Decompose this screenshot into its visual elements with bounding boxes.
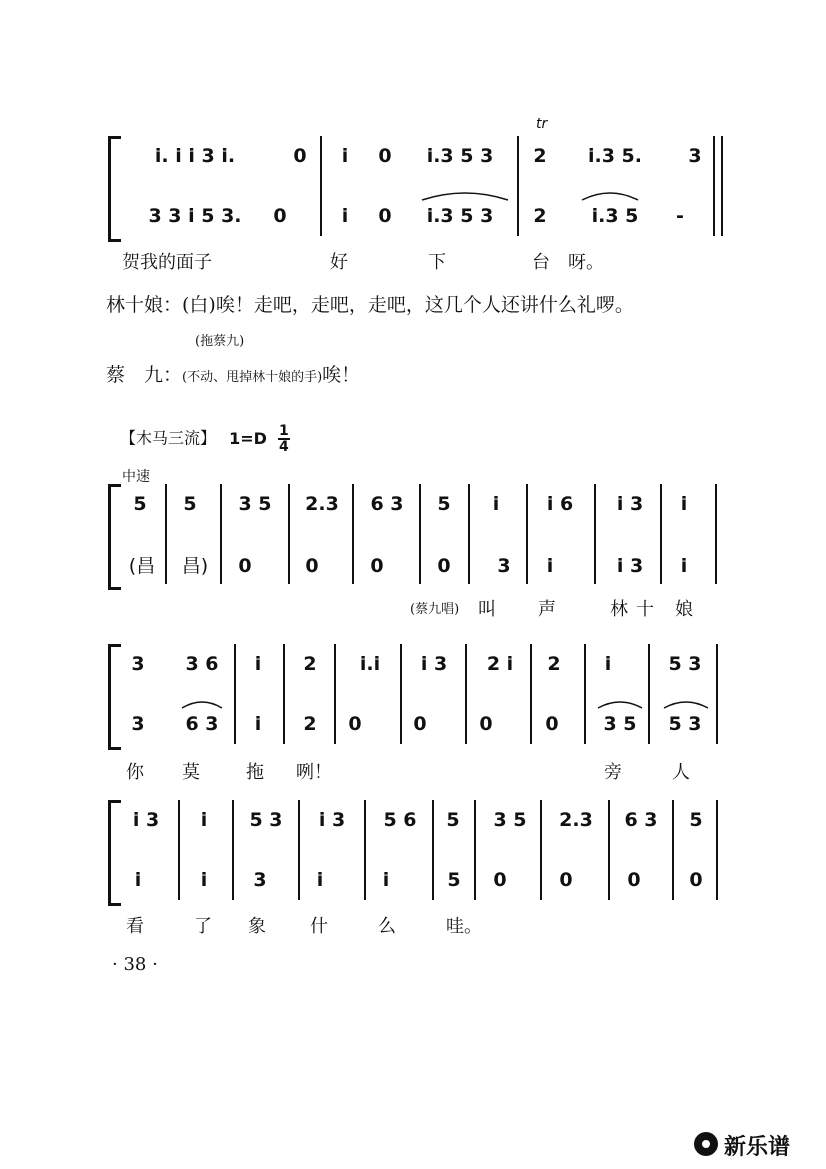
barline xyxy=(672,800,674,900)
measure-2a: i xyxy=(341,145,349,167)
measure: 0 xyxy=(437,555,451,577)
lower-staff xyxy=(0,704,826,744)
spoken-line: 唉！ xyxy=(322,364,361,386)
measure: 2 xyxy=(547,653,561,675)
measure-1a: 3 3 i 5 3. xyxy=(148,205,242,227)
measure: 5 3 xyxy=(668,713,702,735)
measure: i xyxy=(382,869,390,891)
measure: 6 3 xyxy=(185,713,219,735)
measure-2a: i xyxy=(341,205,349,227)
page-number: · 38 · xyxy=(112,954,158,975)
barline xyxy=(648,644,650,744)
lyric: 么 xyxy=(378,916,396,937)
lyric: 下 xyxy=(428,252,446,273)
measure: 5 3 xyxy=(249,809,283,831)
measure: i 6 xyxy=(546,493,574,515)
barline xyxy=(608,800,610,900)
measure: 0 xyxy=(413,713,427,735)
barline xyxy=(474,800,476,900)
lower-staff xyxy=(0,860,826,900)
measure: 3 xyxy=(131,713,145,735)
measure: 0 xyxy=(493,869,507,891)
barline xyxy=(526,484,528,584)
upper-staff xyxy=(0,136,826,176)
time-denominator: 4 xyxy=(279,439,289,455)
slur xyxy=(596,696,644,710)
measure: i 3 xyxy=(616,555,644,577)
measure: 0 xyxy=(348,713,362,735)
measure: i xyxy=(492,493,500,515)
measure-2b: 0 xyxy=(378,145,392,167)
measure: (昌 xyxy=(128,555,156,577)
speaker-name: 林十娘： xyxy=(106,294,183,316)
measure: 3 xyxy=(253,869,267,891)
measure: i xyxy=(316,869,324,891)
measure: i.i xyxy=(359,653,381,675)
lyric: 人 xyxy=(672,762,690,783)
slur xyxy=(662,696,710,710)
measure: 0 xyxy=(627,869,641,891)
measure: 3 xyxy=(131,653,145,675)
trill-mark: tr xyxy=(536,116,548,132)
lyric: 声 xyxy=(538,599,556,620)
barline xyxy=(334,644,336,744)
measure: i xyxy=(200,809,208,831)
speaker-name: 蔡 九： xyxy=(106,364,183,386)
measure-1b: 0 xyxy=(273,205,287,227)
measure-3a: 2 xyxy=(533,145,547,167)
barline xyxy=(594,484,596,584)
measure: 2.3 xyxy=(559,809,593,831)
stage-aside: (不动、甩掉林十娘的手) xyxy=(182,370,323,385)
barline xyxy=(419,484,421,584)
lyric: 看 xyxy=(126,916,144,937)
measure: i xyxy=(200,869,208,891)
barline xyxy=(400,644,402,744)
measure: 5 3 xyxy=(668,653,702,675)
lyric: 什 xyxy=(310,916,328,937)
barline xyxy=(517,136,519,236)
logo-text: 新乐谱 xyxy=(724,1135,791,1160)
measure: 6 3 xyxy=(370,493,404,515)
measure: 2 xyxy=(303,653,317,675)
barline xyxy=(465,644,467,744)
measure: 5 xyxy=(447,869,461,891)
barline xyxy=(660,484,662,584)
measure: 5 xyxy=(437,493,451,515)
barline xyxy=(364,800,366,900)
lyric: 台 xyxy=(532,252,550,273)
slur xyxy=(420,186,510,202)
measure-3b: i.3 5 xyxy=(591,205,639,227)
measure: 3 5 xyxy=(603,713,637,735)
barline xyxy=(320,136,322,236)
measure: 2 xyxy=(303,713,317,735)
measure: 昌) xyxy=(181,555,209,577)
measure: 5 6 xyxy=(383,809,417,831)
measure-2b: 0 xyxy=(378,205,392,227)
lyric: 莫 xyxy=(182,762,200,783)
stage-direction: (拖蔡九) xyxy=(195,334,245,349)
barline xyxy=(220,484,222,584)
lyric: 你 xyxy=(126,762,144,783)
measure: 0 xyxy=(305,555,319,577)
measure: i xyxy=(680,555,688,577)
measure: i 3 xyxy=(132,809,160,831)
lyric: 好 xyxy=(330,252,348,273)
lyric: 叫 xyxy=(478,599,496,620)
barline xyxy=(234,644,236,744)
tune-name: 【木马三流】 xyxy=(120,428,217,448)
measure: i xyxy=(254,653,262,675)
singer-label: (蔡九唱) xyxy=(410,602,460,617)
lower-staff xyxy=(0,546,826,586)
slur xyxy=(580,186,640,202)
barline xyxy=(232,800,234,900)
lyric: 拖 xyxy=(246,762,264,783)
upper-staff xyxy=(0,484,826,524)
barline xyxy=(283,644,285,744)
lyric: 娘 xyxy=(675,599,693,620)
barline xyxy=(432,800,434,900)
barline xyxy=(584,644,586,744)
measure-3a: 2 xyxy=(533,205,547,227)
barline xyxy=(716,800,718,900)
measure: 5 xyxy=(133,493,147,515)
measure: i xyxy=(134,869,142,891)
record-icon xyxy=(694,1132,718,1156)
lyric: 林十 xyxy=(610,599,662,620)
barline xyxy=(540,800,542,900)
tempo-marking: 中速 xyxy=(122,469,150,485)
measure: 3 5 xyxy=(238,493,272,515)
barline xyxy=(298,800,300,900)
barline xyxy=(716,644,718,744)
measure: 3 5 xyxy=(493,809,527,831)
measure: 0 xyxy=(479,713,493,735)
lyric: 象 xyxy=(248,916,266,937)
slur xyxy=(180,696,224,710)
end-barline xyxy=(713,136,723,236)
measure-2c: i.3 5 3 xyxy=(426,205,494,227)
measure: 5 xyxy=(689,809,703,831)
measure: 6 3 xyxy=(624,809,658,831)
dialogue-cai xyxy=(106,360,360,387)
measure: 0 xyxy=(370,555,384,577)
measure: i xyxy=(604,653,612,675)
measure-1b: 0 xyxy=(293,145,307,167)
barline xyxy=(165,484,167,584)
barline xyxy=(715,484,717,584)
measure-3b: i.3 5. xyxy=(587,145,642,167)
measure: 5 xyxy=(446,809,460,831)
measure-2c: i.3 5 3 xyxy=(426,145,494,167)
lyric: 了 xyxy=(194,916,212,937)
measure: 3 6 xyxy=(185,653,219,675)
measure: i xyxy=(680,493,688,515)
lyric: 旁 xyxy=(604,762,622,783)
lyric: 呀。 xyxy=(568,252,604,273)
barline xyxy=(352,484,354,584)
measure: i xyxy=(546,555,554,577)
tune-header xyxy=(120,424,290,454)
lyric: 哇。 xyxy=(446,916,482,937)
measure: i 3 xyxy=(420,653,448,675)
measure: 2.3 xyxy=(305,493,339,515)
measure: 2 i xyxy=(486,653,514,675)
measure-3c: 3 xyxy=(688,145,702,167)
dialogue-lin xyxy=(106,290,634,317)
measure: i 3 xyxy=(616,493,644,515)
lyric: 咧！ xyxy=(296,762,332,783)
measure: 0 xyxy=(238,555,252,577)
measure-3c: - xyxy=(676,205,684,227)
barline xyxy=(468,484,470,584)
upper-staff xyxy=(0,644,826,684)
measure: 0 xyxy=(545,713,559,735)
measure: 0 xyxy=(559,869,573,891)
upper-staff xyxy=(0,800,826,840)
barline xyxy=(288,484,290,584)
time-signature xyxy=(278,424,290,454)
lower-staff xyxy=(0,196,826,236)
spoken-line: (白)唉！走吧，走吧，走吧，这几个人还讲什么礼啰。 xyxy=(182,294,634,316)
measure: i xyxy=(254,713,262,735)
key-signature: 1=D xyxy=(229,428,267,448)
measure: 3 xyxy=(497,555,511,577)
barline xyxy=(530,644,532,744)
measure-1a: i. i i 3 i. xyxy=(154,145,236,167)
measure: 5 xyxy=(183,493,197,515)
barline xyxy=(178,800,180,900)
measure: i 3 xyxy=(318,809,346,831)
time-numerator: 1 xyxy=(279,423,289,439)
lyric: 贺我的面子 xyxy=(122,252,212,273)
measure: 0 xyxy=(689,869,703,891)
